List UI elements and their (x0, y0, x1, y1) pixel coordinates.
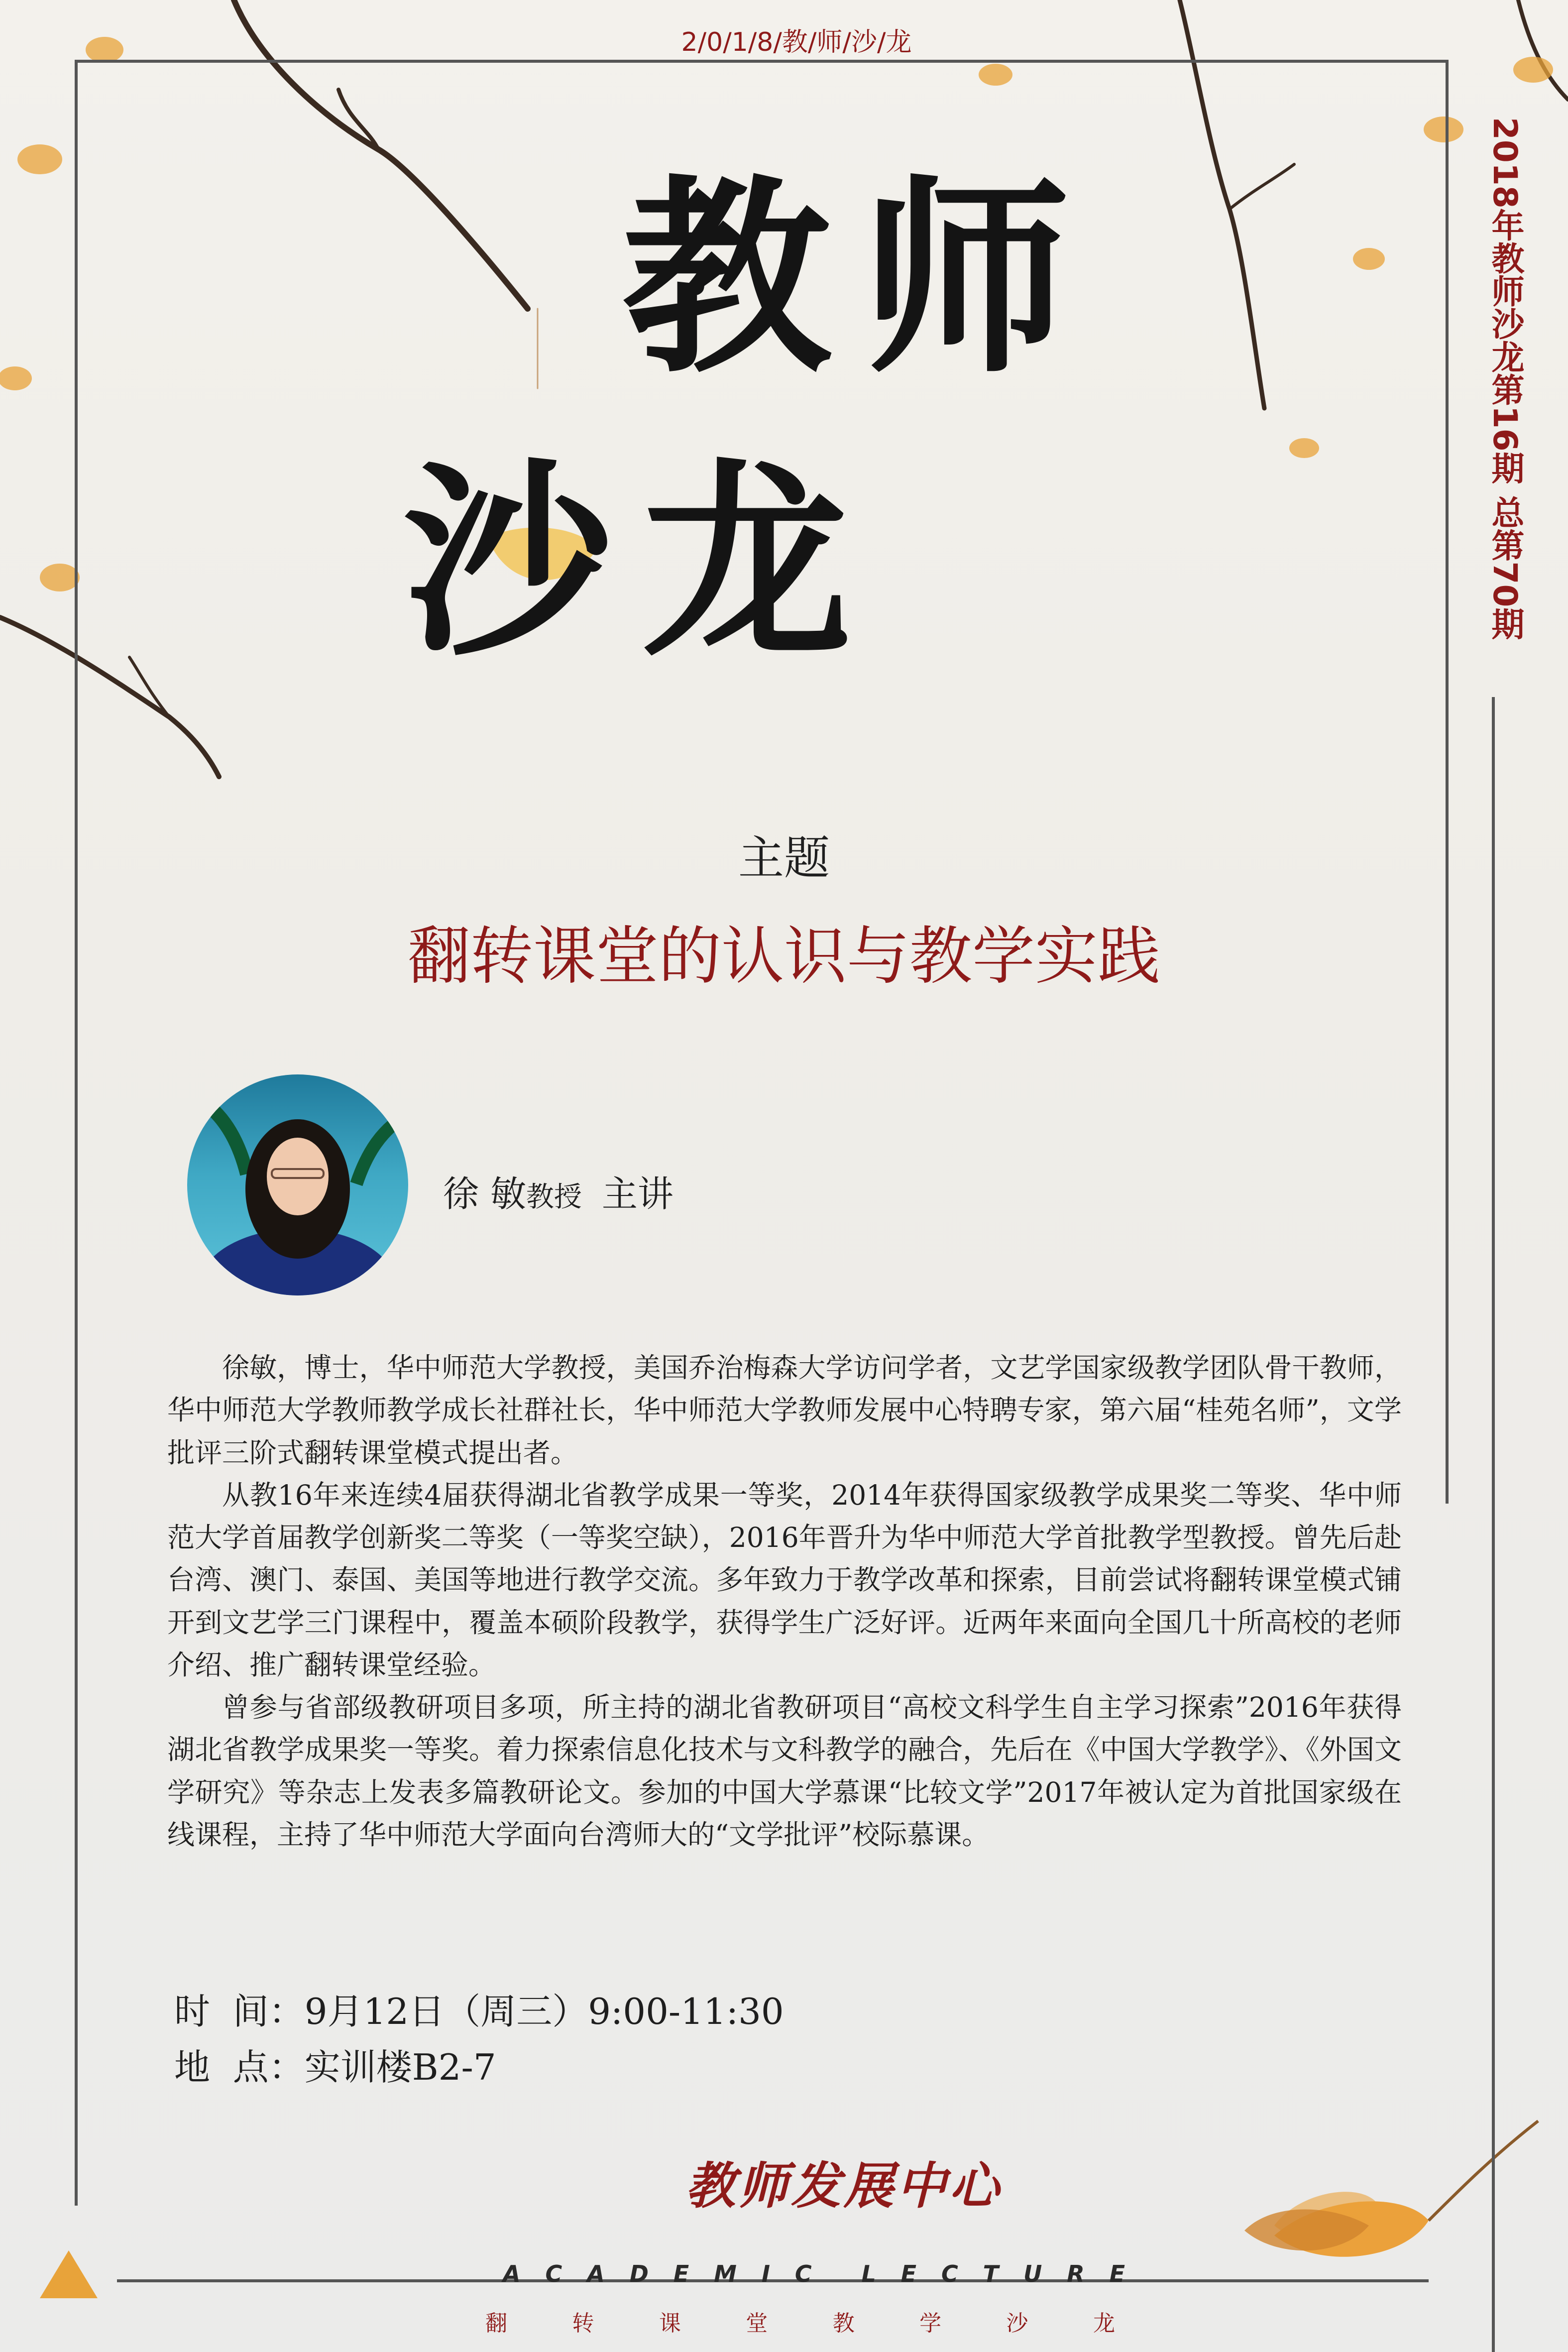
academic-letter: U (1023, 2260, 1042, 2287)
academic-letter: C (941, 2260, 958, 2287)
header-tag: 2/0/1/8/教/师/沙/龙 (681, 27, 912, 57)
speaker-line (443, 1165, 673, 1217)
academic-letter: D (629, 2260, 649, 2287)
series-char: 教 (832, 2311, 855, 2336)
organizer-name: 教师发展中心 (685, 2156, 1002, 2215)
title-line-1: 教师 (622, 156, 1100, 401)
series-char: 堂 (746, 2311, 768, 2336)
academic-letter: C (794, 2260, 812, 2287)
academic-letter: E (900, 2260, 917, 2287)
series-char: 龙 (1093, 2311, 1115, 2336)
bio-paragraph: 徐敏，博士，华中师范大学教授，美国乔治梅森大学访问学者，文艺学国家级教学团队骨干教师，华中师范大学教师教学成长社群社长，华中师范大学教师发展中心特聘专家，第六届“桂苑名师”，文学批评三阶式翻转课堂模式提出者。 (167, 1352, 1402, 1469)
series-char: 学 (919, 2311, 942, 2336)
speaker-role: 主讲 (601, 1173, 673, 1215)
academic-letter: E (1109, 2260, 1125, 2287)
academic-letter: E (673, 2260, 689, 2287)
event-time: 时 间：9月12日（周三）9:00-11:30 (174, 1991, 784, 2032)
academic-letter: M (714, 2260, 737, 2287)
academic-letter: C (545, 2260, 562, 2287)
frame-side-line (1492, 697, 1495, 2352)
speaker-name: 徐 敏 (443, 1173, 526, 1215)
series-char: 沙 (1006, 2311, 1028, 2336)
event-place: 地 点：实训楼B2-7 (174, 2046, 496, 2088)
series-name (485, 2305, 1115, 2337)
academic-lecture-text (503, 2260, 1125, 2287)
frame-right-line (1446, 60, 1449, 1504)
academic-letter: T (983, 2260, 999, 2287)
event-info (174, 1984, 784, 2095)
academic-letter: I (761, 2260, 770, 2287)
academic-letter: R (1067, 2260, 1085, 2287)
series-char: 转 (572, 2311, 594, 2336)
academic-letter: A (503, 2260, 521, 2287)
series-char: 课 (659, 2311, 681, 2336)
academic-letter: L (861, 2260, 876, 2287)
speaker-portrait-icon (187, 1074, 408, 1295)
issue-side-text: 2018年教师沙龙第16期 总第70期 (1486, 117, 1524, 640)
triangle-icon (40, 2250, 98, 2298)
topic-title: 翻转课堂的认识与教学实践 (408, 920, 1160, 993)
speaker-title: 教授 (526, 1181, 582, 1213)
frame-top-line (75, 60, 1449, 63)
bio-paragraph: 曾参与省部级教研项目多项，所主持的湖北省教研项目“高校文科学生自主学习探索”2016年获得湖北省教学成果奖一等奖。着力探索信息化技术与文科教学的融合，先后在《中国大学教学》、《外国文学研究》等杂志上发表多篇教研论文。参加的中国大学慕课“比较文学”2017年被认定为首批国家级在线课程，主持了华中师范大学面向台湾师大的“文学批评”校际慕课。 (167, 1691, 1402, 1851)
speaker-avatar (187, 1074, 408, 1295)
title-line-2: 沙龙 (403, 440, 881, 685)
frame-left-line (75, 60, 78, 2206)
academic-letter: A (587, 2260, 605, 2287)
series-char: 翻 (485, 2311, 507, 2336)
bio-paragraph: 从教16年来连续4届获得湖北省教学成果一等奖，2014年获得国家级教学成果奖二等奖、华中师范大学首届教学创新奖二等奖（一等奖空缺），2016年晋升为华中师范大学首批教学型教授。曾先后赴台湾、澳门、泰国、美国等地进行教学交流。多年致力于教学改革和探索，目前尝试将翻转课堂模式铺开到文艺学三门课程中，覆盖本硕阶段教学，获得学生广泛好评。近两年来面向全国几十所高校的老师介绍、推广翻转课堂经验。 (167, 1479, 1402, 1681)
speaker-bio (167, 1347, 1402, 1856)
topic-label: 主题 (738, 831, 830, 885)
